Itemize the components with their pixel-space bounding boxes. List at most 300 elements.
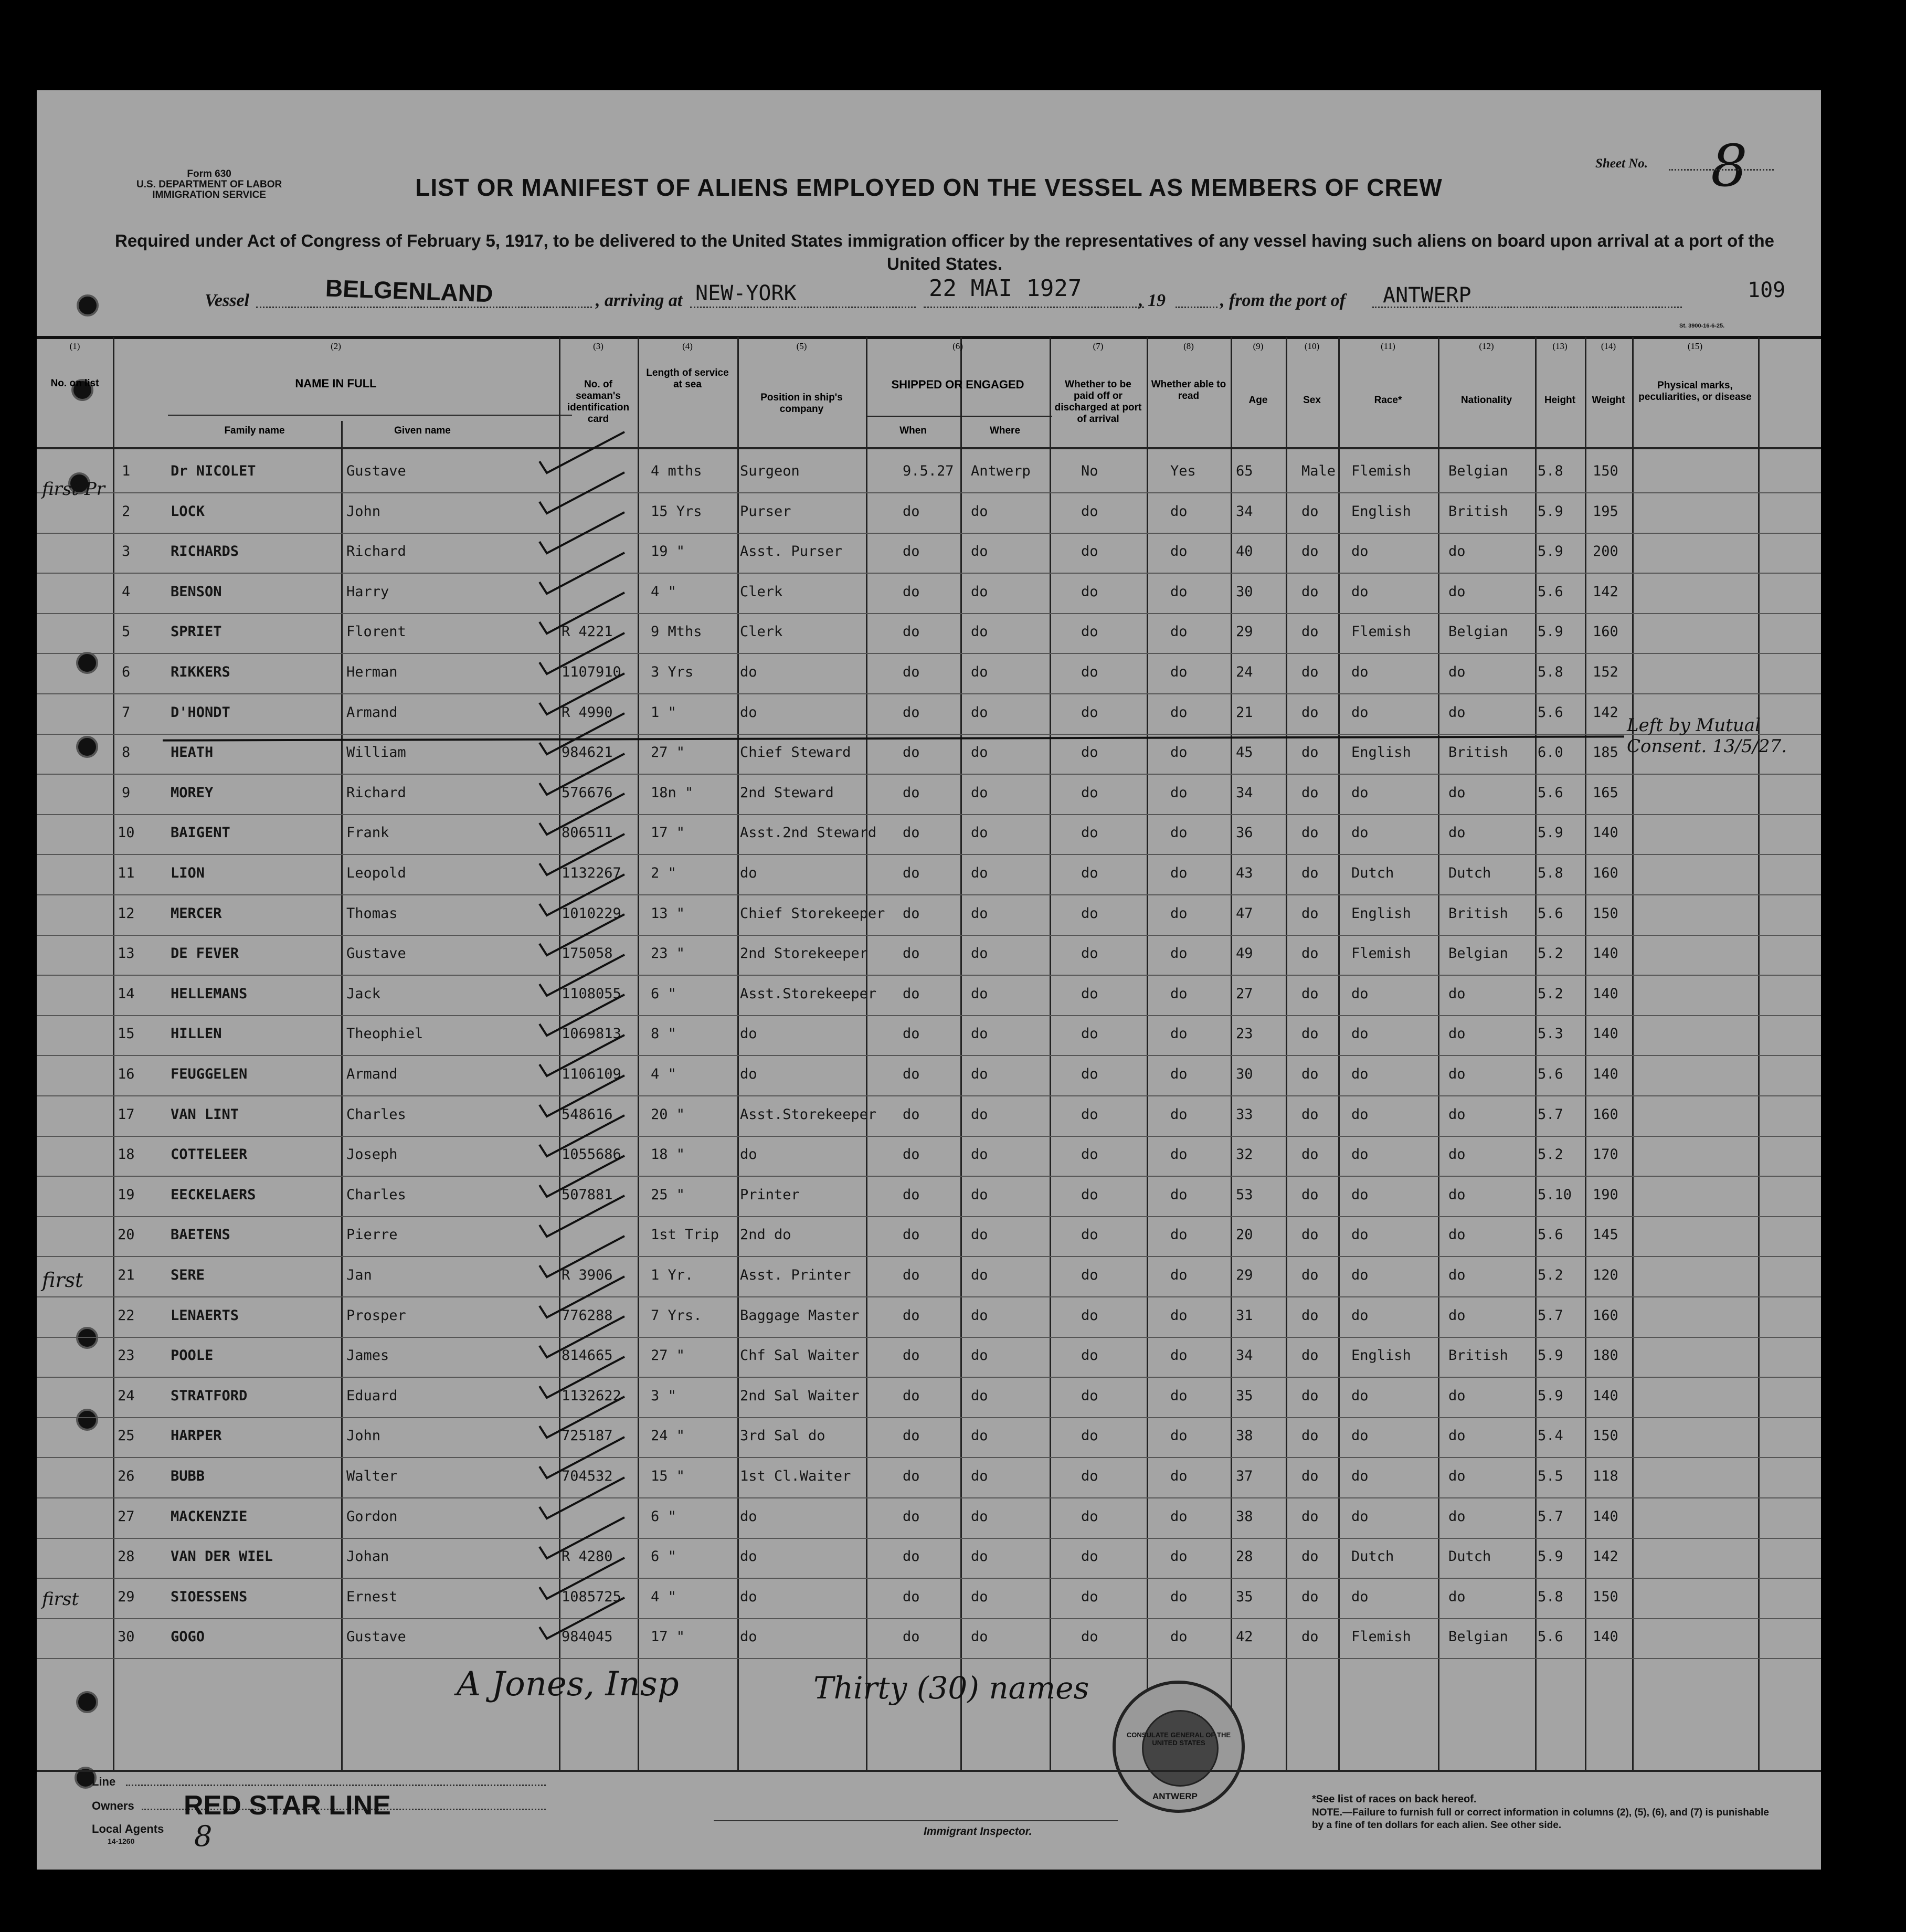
cell-read: do (1170, 985, 1188, 1002)
cell-no: 23 (118, 1347, 135, 1364)
cell-no: 1 (122, 463, 131, 479)
cell-family: SPRIET (171, 624, 222, 640)
check-mark-icon (530, 1595, 630, 1642)
cell-sex: do (1301, 1508, 1319, 1525)
cell-service: 18 " (651, 1146, 685, 1163)
cell-sex: do (1301, 1307, 1319, 1324)
cell-no: 4 (122, 583, 131, 600)
cell-no: 8 (122, 744, 131, 761)
cell-race: do (1351, 1508, 1369, 1525)
seal-text: CONSULATE GENERAL OF THE UNITED STATES (1126, 1731, 1231, 1747)
cell-family: SERE (171, 1267, 205, 1283)
cell-height: 5.10 (1538, 1186, 1572, 1203)
cell-weight: 150 (1593, 905, 1618, 922)
cell-no: 10 (118, 825, 135, 841)
cell-age: 27 (1236, 985, 1253, 1002)
cell-service: 4 " (651, 1588, 676, 1605)
column-header: Age (1248, 395, 1268, 406)
page-title: LIST OR MANIFEST OF ALIENS EMPLOYED ON THE VESSEL AS MEMBERS OF CREW (415, 174, 1443, 201)
column-number: (11) (1381, 341, 1395, 351)
cell-given: Johan (346, 1548, 389, 1565)
cell-nat: do (1448, 704, 1466, 721)
cell-age: 31 (1236, 1307, 1253, 1324)
grid-line (866, 416, 1052, 417)
column-header: Height (1544, 395, 1576, 406)
cell-where: do (971, 1347, 988, 1364)
cell-weight: 140 (1593, 1387, 1618, 1404)
eagle-emblem (1142, 1710, 1219, 1787)
cell-given: Leopold (346, 865, 406, 881)
cell-where: do (971, 1307, 988, 1324)
cell-paid: do (1081, 1307, 1098, 1324)
cell-sex: do (1301, 1629, 1319, 1645)
cell-card: 1085725 (562, 1588, 621, 1605)
cell-service: 9 Mths (651, 624, 702, 640)
cell-weight: 165 (1593, 784, 1618, 801)
cell-service: 4 " (651, 583, 676, 600)
cell-given: Eduard (346, 1387, 398, 1404)
sheet-number-label: Sheet No. (1595, 156, 1648, 171)
cell-age: 23 (1236, 1026, 1253, 1042)
cell-where: do (971, 1227, 988, 1243)
cell-family: HELLEMANS (171, 985, 248, 1002)
cell-read: do (1170, 664, 1188, 680)
cell-where: do (971, 985, 988, 1002)
cell-read: do (1170, 1468, 1188, 1484)
cell-nat: do (1448, 1267, 1466, 1283)
cell-position: Clerk (740, 583, 783, 600)
cell-where: do (971, 744, 988, 761)
cell-no: 27 (118, 1508, 135, 1525)
cell-family: LOCK (171, 503, 205, 520)
cell-sex: do (1301, 1267, 1319, 1283)
cell-sex: do (1301, 825, 1319, 841)
cell-card: 984621 (562, 744, 613, 761)
column-number: (2) (331, 341, 341, 351)
cell-sex: do (1301, 1428, 1319, 1444)
table-row (37, 1176, 1821, 1217)
cell-family: LENAERTS (171, 1307, 239, 1324)
cell-family: RIKKERS (171, 664, 230, 680)
column-header: NAME IN FULL (295, 377, 377, 390)
cell-read: do (1170, 1428, 1188, 1444)
cell-read: do (1170, 1588, 1188, 1605)
cell-given: John (346, 503, 381, 520)
cell-weight: 185 (1593, 744, 1618, 761)
column-number: (13) (1552, 341, 1568, 351)
cell-where: do (971, 1588, 988, 1605)
cell-position: 1st Cl.Waiter (740, 1468, 851, 1484)
cell-read: do (1170, 1026, 1188, 1042)
cell-given: Charles (346, 1106, 406, 1123)
table-row (37, 1257, 1821, 1297)
table-row (37, 854, 1821, 895)
cell-family: LION (171, 865, 205, 881)
cell-family: HILLEN (171, 1026, 222, 1042)
cell-no: 29 (118, 1588, 135, 1605)
cell-no: 13 (118, 945, 135, 962)
cell-where: do (971, 704, 988, 721)
cell-age: 29 (1236, 1267, 1253, 1283)
column-header: No. on list (50, 378, 99, 389)
cell-weight: 140 (1593, 1026, 1618, 1042)
cell-age: 42 (1236, 1629, 1253, 1645)
cell-when: do (903, 624, 920, 640)
cell-weight: 180 (1593, 1347, 1618, 1364)
cell-read: do (1170, 1387, 1188, 1404)
cell-no: 20 (118, 1227, 135, 1243)
cell-height: 5.8 (1538, 463, 1563, 479)
grid-line (168, 415, 572, 416)
cell-read: do (1170, 1146, 1188, 1163)
cell-when: do (903, 1508, 920, 1525)
cell-where: do (971, 1387, 988, 1404)
cell-when: do (903, 1629, 920, 1645)
column-number: (5) (796, 341, 807, 351)
cell-race: English (1351, 1347, 1411, 1364)
cell-sex: do (1301, 583, 1319, 600)
cell-weight: 150 (1593, 1588, 1618, 1605)
cell-no: 12 (118, 905, 135, 922)
cell-position: do (740, 865, 757, 881)
cell-family: BENSON (171, 583, 222, 600)
cell-when: do (903, 1307, 920, 1324)
cell-no: 9 (122, 784, 131, 801)
cell-paid: do (1081, 1629, 1098, 1645)
cell-height: 5.8 (1538, 664, 1563, 680)
cell-card: 984045 (562, 1629, 613, 1645)
cell-race: do (1351, 825, 1369, 841)
cell-age: 47 (1236, 905, 1253, 922)
cell-nat: do (1448, 1428, 1466, 1444)
cell-nat: British (1448, 1347, 1508, 1364)
cell-when: do (903, 1026, 920, 1042)
inspector-label: Immigrant Inspector. (924, 1825, 1032, 1838)
cell-no: 18 (118, 1146, 135, 1163)
margin-note: first Pr (42, 479, 105, 500)
cell-nat: do (1448, 1588, 1466, 1605)
cell-family: MOREY (171, 784, 214, 801)
cell-card: 1107910 (562, 664, 621, 680)
cell-age: 34 (1236, 1347, 1253, 1364)
column-number: (8) (1183, 341, 1194, 351)
cell-position: do (740, 1508, 757, 1525)
cell-when: do (903, 1146, 920, 1163)
cell-position: Clerk (740, 624, 783, 640)
cell-read: do (1170, 1066, 1188, 1082)
cell-weight: 140 (1593, 825, 1618, 841)
cell-no: 2 (122, 503, 131, 520)
cell-position: do (740, 1629, 757, 1645)
table-row (37, 613, 1821, 654)
cell-card: R 4280 (562, 1548, 613, 1565)
column-number: (1) (69, 341, 80, 351)
cell-position: 2nd Steward (740, 784, 834, 801)
cell-family: SIOESSENS (171, 1588, 248, 1605)
cell-family: EECKELAERS (171, 1186, 256, 1203)
cell-service: 27 " (651, 744, 685, 761)
cell-nat: Belgian (1448, 463, 1508, 479)
cell-given: Joseph (346, 1146, 398, 1163)
cell-read: do (1170, 1227, 1188, 1243)
cell-when: do (903, 503, 920, 520)
cell-service: 24 " (651, 1428, 685, 1444)
cell-read: do (1170, 1106, 1188, 1123)
cell-position: Asst.2nd Steward (740, 825, 877, 841)
cell-paid: do (1081, 784, 1098, 801)
cell-given: Jack (346, 985, 381, 1002)
cell-read: do (1170, 1548, 1188, 1565)
cell-family: COTTELEER (171, 1146, 248, 1163)
cell-sex: do (1301, 1347, 1319, 1364)
cell-weight: 140 (1593, 1629, 1618, 1645)
cell-family: VAN DER WIEL (171, 1548, 273, 1565)
cell-no: 16 (118, 1066, 135, 1082)
cell-age: 38 (1236, 1508, 1253, 1525)
cell-nat: do (1448, 1106, 1466, 1123)
column-header: Nationality (1460, 395, 1512, 406)
column-header: Position in ship's company (760, 392, 843, 415)
cell-given: John (346, 1428, 381, 1444)
cell-no: 26 (118, 1468, 135, 1484)
cell-service: 1st Trip (651, 1227, 719, 1243)
cell-age: 34 (1236, 503, 1253, 520)
cell-height: 5.4 (1538, 1428, 1563, 1444)
cell-nat: do (1448, 1387, 1466, 1404)
cell-read: do (1170, 945, 1188, 962)
cell-age: 35 (1236, 1588, 1253, 1605)
cell-nat: do (1448, 1307, 1466, 1324)
cell-where: do (971, 1186, 988, 1203)
cell-race: Flemish (1351, 945, 1411, 962)
cell-no: 28 (118, 1548, 135, 1565)
cell-weight: 160 (1593, 1106, 1618, 1123)
cell-when: do (903, 1347, 920, 1364)
cell-card: 1106109 (562, 1066, 621, 1082)
cell-nat: do (1448, 543, 1466, 560)
cell-position: Surgeon (740, 463, 800, 479)
cell-family: GOGO (171, 1629, 205, 1645)
cell-card: R 3906 (562, 1267, 613, 1283)
cell-age: 32 (1236, 1146, 1253, 1163)
cell-card: 1055686 (562, 1146, 621, 1163)
cell-no: 19 (118, 1186, 135, 1203)
cell-position: Chief Steward (740, 744, 851, 761)
line-label: Line (92, 1775, 116, 1788)
cell-weight: 120 (1593, 1267, 1618, 1283)
cell-paid: do (1081, 744, 1098, 761)
cell-position: 3rd Sal do (740, 1428, 825, 1444)
cell-race: English (1351, 905, 1411, 922)
cell-race: do (1351, 1066, 1369, 1082)
cell-when: do (903, 945, 920, 962)
cell-card: 1132267 (562, 865, 621, 881)
cell-nat: do (1448, 784, 1466, 801)
cell-position: do (740, 1588, 757, 1605)
cell-when: do (903, 543, 920, 560)
cell-age: 40 (1236, 543, 1253, 560)
table-row (37, 653, 1821, 694)
cell-service: 15 " (651, 1468, 685, 1484)
cell-service: 1 Yr. (651, 1267, 694, 1283)
column-number: (4) (682, 341, 693, 351)
cell-paid: do (1081, 905, 1098, 922)
cell-where: do (971, 784, 988, 801)
cell-paid: do (1081, 664, 1098, 680)
cell-read: do (1170, 624, 1188, 640)
requirement-text: Required under Act of Congress of February 5, 1917, to be delivered to the United States immigration officer by the representatives of any vessel having such aliens on board upon arrival at a port of the United States. (114, 231, 1774, 273)
cell-read: do (1170, 1629, 1188, 1645)
cell-nat: do (1448, 1186, 1466, 1203)
column-header: SHIPPED OR ENGAGED (891, 378, 1024, 391)
cell-race: do (1351, 1026, 1369, 1042)
cell-no: 30 (118, 1629, 135, 1645)
cell-nat: do (1448, 825, 1466, 841)
manifest-sheet (37, 90, 1821, 1870)
cell-no: 5 (122, 624, 131, 640)
cell-age: 65 (1236, 463, 1253, 479)
cell-nat: Belgian (1448, 945, 1508, 962)
form-code: St. 3900-16-6-25. (1679, 323, 1725, 329)
cell-card: 704532 (562, 1468, 613, 1484)
cell-family: BAIGENT (171, 825, 230, 841)
cell-no: 17 (118, 1106, 135, 1123)
cell-weight: 145 (1593, 1227, 1618, 1243)
cell-nat: British (1448, 744, 1508, 761)
cell-weight: 160 (1593, 624, 1618, 640)
cell-race: do (1351, 1106, 1369, 1123)
cell-weight: 195 (1593, 503, 1618, 520)
cell-position: 2nd Sal Waiter (740, 1387, 860, 1404)
table-row (37, 1216, 1821, 1257)
cell-height: 5.6 (1538, 1227, 1563, 1243)
cell-family: BAETENS (171, 1227, 230, 1243)
cell-when: do (903, 1186, 920, 1203)
cell-when: do (903, 1066, 920, 1082)
vessel-label: Vessel (205, 291, 249, 310)
cell-family: MACKENZIE (171, 1508, 248, 1525)
cell-given: Armand (346, 704, 398, 721)
cell-where: do (971, 825, 988, 841)
cell-service: 18n " (651, 784, 694, 801)
cell-weight: 190 (1593, 1186, 1618, 1203)
cell-nat: do (1448, 1146, 1466, 1163)
cell-where: do (971, 1548, 988, 1565)
local-agents-label: Local Agents (92, 1822, 164, 1835)
cell-race: do (1351, 1227, 1369, 1243)
cell-nat: do (1448, 1066, 1466, 1082)
form-number: Form 630 (187, 168, 231, 180)
cell-height: 5.2 (1538, 985, 1563, 1002)
cell-weight: 200 (1593, 543, 1618, 560)
cell-nat: Belgian (1448, 1629, 1508, 1645)
column-header: Race* (1374, 395, 1402, 406)
cell-nat: Belgian (1448, 624, 1508, 640)
cell-weight: 140 (1593, 1508, 1618, 1525)
column-header: Length of service at sea (646, 367, 729, 390)
cell-read: do (1170, 744, 1188, 761)
cell-no: 15 (118, 1026, 135, 1042)
margin-note: first (42, 1589, 79, 1610)
cell-height: 5.6 (1538, 784, 1563, 801)
cell-where: do (971, 945, 988, 962)
cell-height: 5.6 (1538, 1066, 1563, 1082)
agents-code: 14-1260 (108, 1837, 135, 1845)
cell-race: do (1351, 985, 1369, 1002)
cell-paid: do (1081, 825, 1098, 841)
column-header: Whether to be paid off or discharged at port of arrival (1054, 379, 1142, 425)
cell-age: 33 (1236, 1106, 1253, 1123)
cell-read: do (1170, 825, 1188, 841)
cell-where: do (971, 1066, 988, 1082)
cell-card: 548616 (562, 1106, 613, 1123)
cell-service: 1 " (651, 704, 676, 721)
cell-sex: do (1301, 664, 1319, 680)
column-number: (6) (952, 341, 963, 351)
cell-family: RICHARDS (171, 543, 239, 560)
cell-race: do (1351, 1387, 1369, 1404)
cell-read: do (1170, 583, 1188, 600)
cell-race: Flemish (1351, 624, 1411, 640)
cell-paid: do (1081, 1588, 1098, 1605)
cell-service: 3 Yrs (651, 664, 694, 680)
punch-hole (77, 294, 99, 316)
cell-when: do (903, 1106, 920, 1123)
cell-nat: do (1448, 1026, 1466, 1042)
column-header: Sex (1303, 395, 1321, 406)
table-row (37, 1297, 1821, 1338)
cell-paid: do (1081, 543, 1098, 560)
cell-paid: do (1081, 1267, 1098, 1283)
cell-service: 17 " (651, 1629, 685, 1645)
cell-age: 28 (1236, 1548, 1253, 1565)
table-row (37, 774, 1821, 815)
table-row (37, 1458, 1821, 1498)
cell-given: Gustave (346, 463, 406, 479)
cell-card: 507881 (562, 1186, 613, 1203)
cell-read: do (1170, 704, 1188, 721)
cell-where: do (971, 1267, 988, 1283)
table-row (37, 1618, 1821, 1659)
cell-sex: do (1301, 1468, 1319, 1484)
cell-service: 6 " (651, 1548, 676, 1565)
cell-paid: do (1081, 583, 1098, 600)
cell-height: 5.6 (1538, 905, 1563, 922)
cell-sex: Male (1301, 463, 1336, 479)
cell-nat: British (1448, 503, 1508, 520)
cell-service: 4 " (651, 1066, 676, 1082)
cell-family: BUBB (171, 1468, 205, 1484)
cell-paid: do (1081, 1066, 1098, 1082)
cell-card: 725187 (562, 1428, 613, 1444)
cell-service: 2 " (651, 865, 676, 881)
cell-no: 24 (118, 1387, 135, 1404)
table-row (37, 493, 1821, 534)
cell-race: do (1351, 1428, 1369, 1444)
cell-race: do (1351, 1186, 1369, 1203)
cell-race: do (1351, 583, 1369, 600)
cell-where: do (971, 1026, 988, 1042)
cell-no: 25 (118, 1428, 135, 1444)
cell-given: Pierre (346, 1227, 398, 1243)
cell-given: Frank (346, 825, 389, 841)
cell-card: 1108055 (562, 985, 621, 1002)
column-subheader: When (899, 425, 927, 436)
cell-age: 38 (1236, 1428, 1253, 1444)
cell-race: do (1351, 1146, 1369, 1163)
column-number: (15) (1687, 341, 1703, 351)
cell-paid: do (1081, 704, 1098, 721)
